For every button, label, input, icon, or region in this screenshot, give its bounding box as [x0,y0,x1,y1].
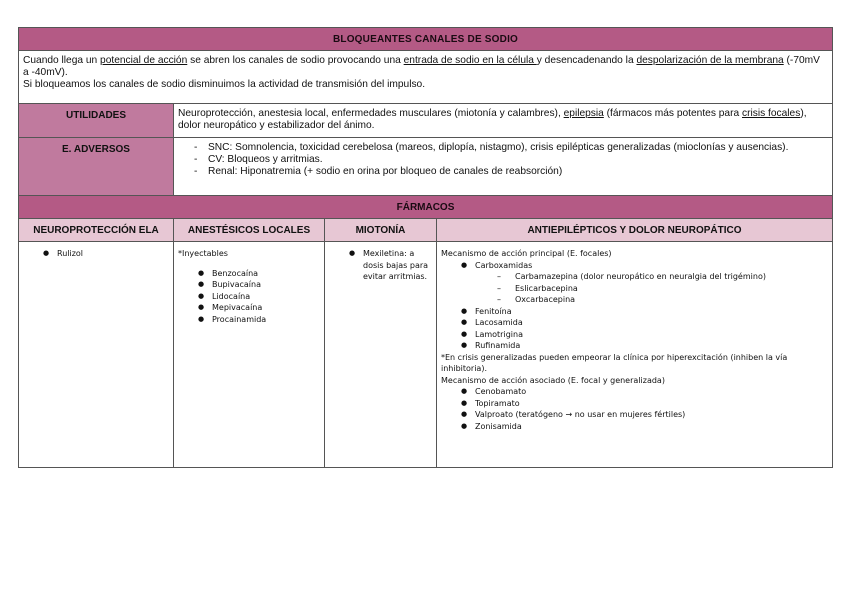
mecanismo-asociado: Mecanismo de acción asociado (E. focal y generalizada) [441,375,665,385]
miotonia-cell [325,242,437,468]
drug-item: – Carbamazepina (dolor neuropático en neuralgia del trigémino) [441,271,828,283]
sodium-channel-blockers-table [18,27,833,468]
drug-item: ● Rulizol [23,248,169,260]
adverso-item: - Renal: Hiponatremia (+ sodio en orina por bloqueo de canales de reabsorción) [208,166,828,178]
anestesicos-cell [174,242,325,468]
drug-group: ● Carboxamidas [441,260,828,272]
term-potencial-accion: potencial de acción [100,55,188,66]
drug-item: ● Benzocaína [178,268,320,280]
col-neuroproteccion-ela: NEUROPROTECCIÓN ELA [19,219,174,242]
drug-item: ● Lacosamida [441,317,828,329]
intro-second-line: Si bloqueamos los canales de sodio disminuimos la actividad de transmisión del impulso. [23,79,426,90]
col-anestesicos-locales: ANESTÉSICOS LOCALES [174,219,325,242]
adversos-label: E. ADVERSOS [19,138,174,196]
drug-item: ● Mexiletina: a dosis bajas para evitar arritmias. [329,248,432,283]
document-sheet [18,27,832,468]
adversos-list-cell [174,138,833,196]
drug-item: ● Mepivacaína [178,302,320,314]
drug-item: ● Procainamida [178,314,320,326]
drug-item: ● Bupivacaína [178,279,320,291]
mecanismo-principal: Mecanismo de acción principal (E. focales) [441,249,612,258]
drug-item: – Eslicarbacepina [441,283,828,295]
utilidades-label: UTILIDADES [19,104,174,138]
adversos-list [178,142,828,178]
drug-item: ● Topiramato [441,398,828,410]
col-miotonia: MIOTONÍA [325,219,437,242]
inyectables-note: *Inyectables [178,249,228,258]
utilidades-text: Neuroprotección, anestesia local, enfermedades musculares (miotonía y calambres), epilepsia (fármacos más potentes para crisis focales), dolor neuropático y estabilizador del ánimo. [174,104,833,138]
drug-item: ● Fenitoína [441,306,828,318]
drug-item: ● Cenobamato [441,386,828,398]
intro-paragraph: Cuando llega un potencial de acción se abren los canales de sodio provocando una entrada de sodio en la célula y desencadenando la despolarización de la membrana (-70mV a -40mV). Si bloqueamos los canales de sodio disminuimos la actividad de transmisión del impulso. [19,51,833,104]
drug-item: – Oxcarbacepina [441,294,828,306]
ela-cell [19,242,174,468]
drug-item: ● Lidocaína [178,291,320,303]
term-crisis-focales: crisis focales [742,108,801,119]
adverso-item: - CV: Bloqueos y arritmias. [208,154,828,166]
adverso-item: - SNC: Somnolencia, toxicidad cerebelosa (mareos, diplopía, nistagmo), crisis epilépticas generalizadas (mioclonías y ausencias). [208,142,828,154]
drug-item: ● Zonisamida [441,421,828,433]
crisis-generalizadas-note: *En crisis generalizadas pueden empeorar la clínica por hiperexcitación (inhiben la vía inhibitoria). [441,352,788,373]
antiepilepticos-cell [437,242,833,468]
drug-item: ● Rufinamida [441,340,828,352]
farmacos-header: FÁRMACOS [19,196,833,219]
term-entrada-sodio: entrada de sodio en la célula [403,55,537,66]
drug-item: ● Valproato (teratógeno → no usar en mujeres fértiles) [441,409,828,421]
term-despolarizacion: despolarización de la membrana [636,55,784,66]
table-title: BLOQUEANTES CANALES DE SODIO [19,28,833,51]
drug-item: ● Lamotrigina [441,329,828,341]
term-epilepsia: epilepsia [563,108,604,119]
col-antiepilepticos: ANTIEPILÉPTICOS Y DOLOR NEUROPÁTICO [437,219,833,242]
